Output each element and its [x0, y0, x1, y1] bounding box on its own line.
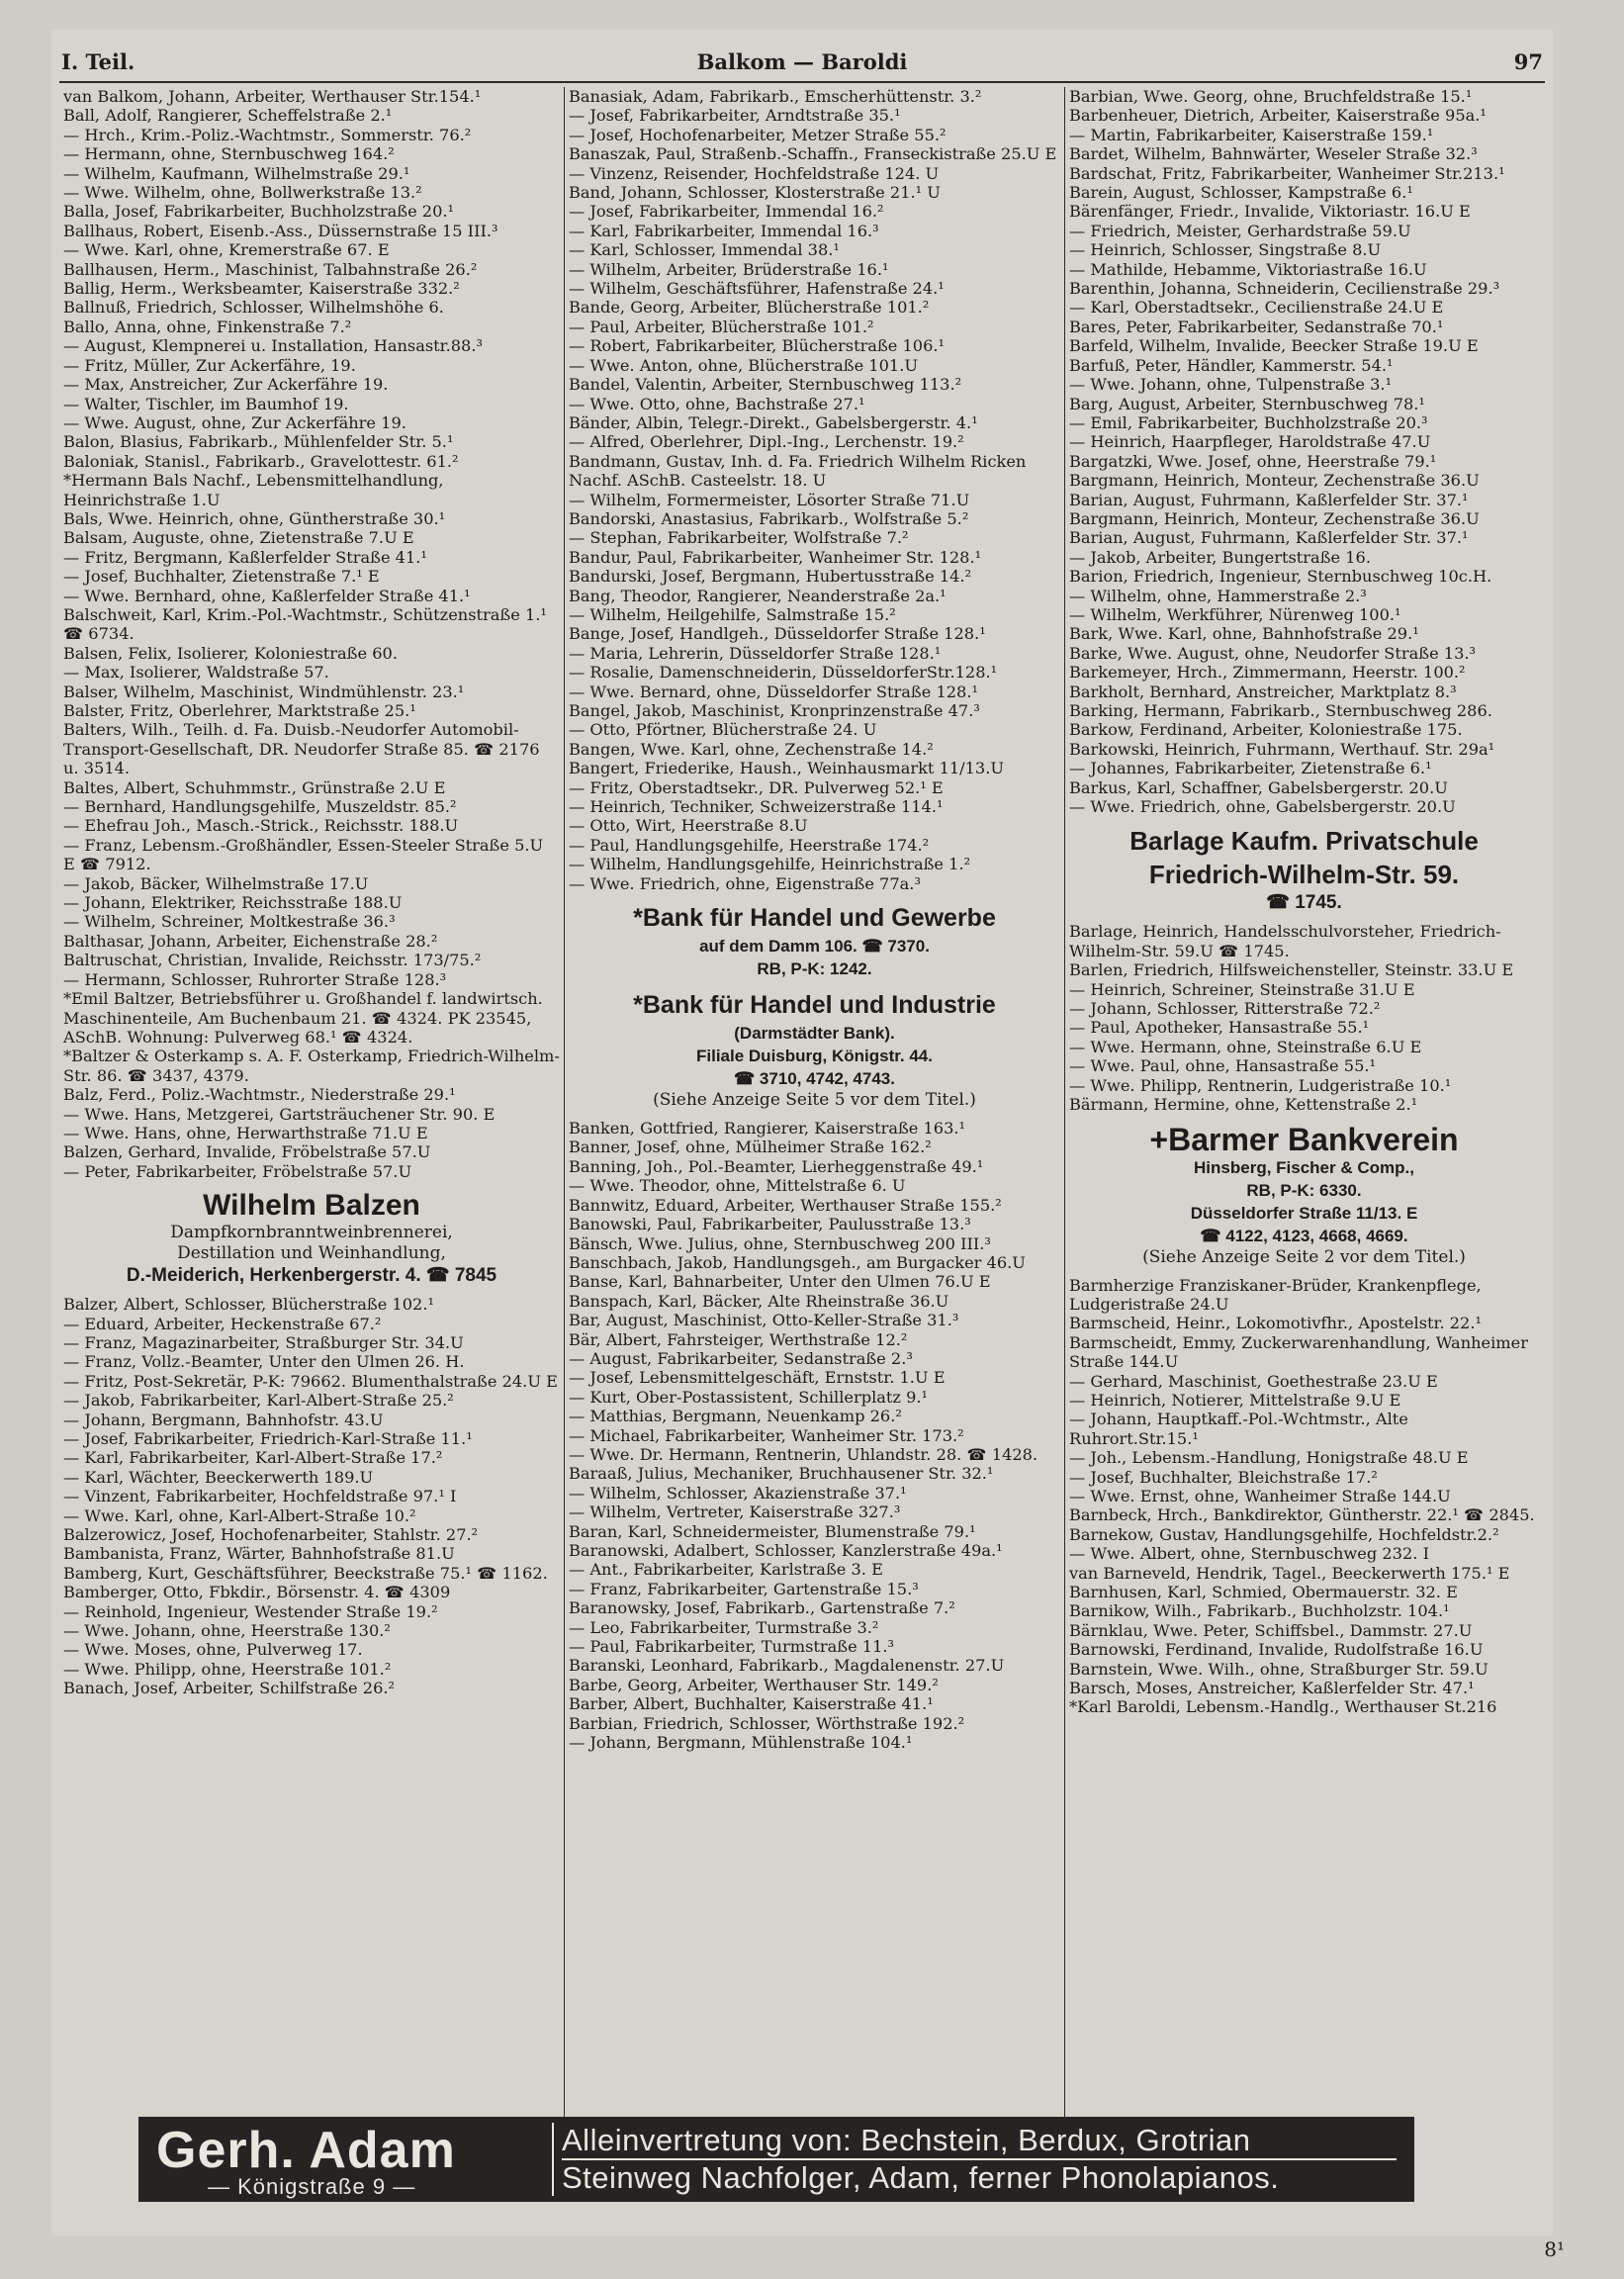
directory-entry: — Hermann, Schlosser, Ruhrorter Straße 128.³ — [63, 969, 447, 989]
ad-title: *Bank für Handel und Gewerbe — [633, 904, 996, 933]
directory-entry: — Leo, Fabrikarbeiter, Turmstraße 3.² — [569, 1617, 879, 1637]
ad-line: (Siehe Anzeige Seite 2 vor dem Titel.) — [1142, 1246, 1466, 1267]
ad-title: *Bank für Handel und Industrie — [633, 991, 996, 1020]
directory-entry: — Peter, Fabrikarbeiter, Fröbelstraße 57.U — [63, 1161, 412, 1181]
directory-entry: Bär, Albert, Fahrsteiger, Werthstraße 12.² — [569, 1329, 908, 1349]
directory-entry: — Wwe. Otto, ohne, Bachstraße 27.¹ — [569, 394, 865, 413]
directory-entry: — Wwe. Karl, ohne, Kremerstraße 67. E — [63, 240, 390, 260]
directory-entry: Barfuß, Peter, Händler, Kammerstr. 54.¹ — [1069, 355, 1394, 375]
directory-entry: — Wilhelm, Arbeiter, Brüderstraße 16.¹ — [569, 259, 889, 279]
directory-entry: — Heinrich, Schlosser, Singstraße 8.U — [1069, 240, 1382, 260]
directory-entry: Baran, Karl, Schneidermeister, Blumenstraße 79.¹ — [569, 1521, 976, 1541]
directory-entry: Barbian, Friedrich, Schlosser, Wörthstraße 192.² — [569, 1713, 965, 1733]
directory-entry: — Wilhelm, Werkführer, Nürenweg 100.¹ — [1069, 604, 1401, 624]
directory-entry: — Johann, Hauptkaff.-Pol.-Wchtmstr., Alte Ruhrort.Str.15.¹ — [1069, 1410, 1408, 1448]
directory-entry: — Mathilde, Hebamme, Viktoriastraße 16.U — [1069, 259, 1427, 279]
directory-entry: — Josef, Fabrikarbeiter, Immendal 16.² — [569, 202, 884, 222]
directory-entry: — Heinrich, Notierer, Mittelstraße 9.U E — [1069, 1390, 1401, 1410]
directory-entry: — Ant., Fabrikarbeiter, Karlstraße 3. E — [569, 1560, 883, 1580]
directory-entry: Barkus, Karl, Schaffner, Gabelsbergerstr. 20.U — [1069, 777, 1448, 797]
directory-entry: — Walter, Tischler, im Baumhof 19. — [63, 394, 349, 413]
directory-entry: Bandmann, Gustav, Inh. d. Fa. Friedrich Wilhelm Ricken Nachf. ASchB. Casteelstr. 18. U — [569, 451, 1027, 491]
directory-entry: Banaszak, Paul, Straßenb.-Schaffn., Franseckistraße 25.U E — [569, 144, 1057, 164]
barmer-bankverein-advert — [1069, 1123, 1539, 1268]
directory-entry: Bar, August, Maschinist, Otto-Keller-Straße 31.³ — [569, 1311, 959, 1330]
directory-entry: Bargmann, Heinrich, Monteur, Zechenstraße 36.U — [1069, 508, 1480, 528]
directory-entry: Baltruschat, Christian, Invalide, Reichsstr. 173/75.² — [63, 951, 482, 970]
directory-entry: Balla, Josef, Fabrikarbeiter, Buchholzstraße 20.¹ — [63, 202, 455, 222]
directory-entry: — Wwe. Philipp, Rentnerin, Ludgeristraße 10.¹ — [1069, 1075, 1452, 1095]
directory-entry: Balster, Fritz, Oberlehrer, Marktstraße 25.¹ — [63, 701, 416, 720]
directory-entry: — Paul, Arbeiter, Blücherstraße 101.² — [569, 317, 874, 336]
directory-entry: Bangen, Wwe. Karl, ohne, Zechenstraße 14.² — [569, 739, 934, 759]
directory-entry: — Vinzenz, Reisender, Hochfeldstraße 124. U — [569, 163, 940, 183]
column-2 — [565, 87, 1065, 2142]
directory-entry: Barfeld, Wilhelm, Invalide, Beecker Straße 19.U E — [1069, 336, 1479, 356]
ad-line: (Siehe Anzeige Seite 5 vor dem Titel.) — [653, 1090, 976, 1111]
directory-entry: — Johann, Schlosser, Ritterstraße 72.² — [1069, 999, 1381, 1019]
directory-entry: Ballig, Herm., Werksbeamter, Kaiserstraße 332.² — [63, 279, 460, 299]
directory-entry: Baranowski, Adalbert, Schlosser, Kanzlerstraße 49a.¹ — [569, 1541, 1003, 1560]
directory-entry: Bangert, Friederike, Haush., Weinhausmarkt 11/13.U — [569, 759, 1005, 778]
directory-entry: Bärmann, Hermine, ohne, Kettenstraße 2.¹ — [1069, 1095, 1418, 1115]
directory-entry: — Wwe. Johann, ohne, Heerstraße 130.² — [63, 1621, 391, 1641]
directory-entry: Barber, Albert, Buchhalter, Kaiserstraße 41.¹ — [569, 1694, 934, 1714]
directory-entry: — Jakob, Fabrikarbeiter, Karl-Albert-Straße 25.² — [63, 1391, 454, 1411]
column-3 — [1065, 87, 1543, 2142]
directory-entry: — Wwe. Hermann, ohne, Steinstraße 6.U E — [1069, 1037, 1422, 1056]
directory-entry: — Max, Isolierer, Waldstraße 57. — [63, 663, 329, 683]
directory-entry: — Wwe. Hans, ohne, Herwarthstraße 71.U E — [63, 1123, 428, 1142]
bank-handel-gewerbe-advert — [569, 901, 1060, 980]
directory-entry: Barkemeyer, Hrch., Zimmermann, Heerstr. 100.² — [1069, 663, 1466, 683]
directory-entry: Barbian, Wwe. Georg, ohne, Bruchfeldstraße 15.¹ — [1069, 87, 1473, 106]
directory-entry: — Wwe. Dr. Hermann, Rentnerin, Uhlandstr. 28. ☎ 1428. — [569, 1444, 1038, 1464]
directory-entry: — Wilhelm, Kaufmann, Wilhelmstraße 29.¹ — [63, 163, 410, 183]
directory-entry: — Wwe. Bernard, ohne, Düsseldorfer Straße 128.¹ — [569, 682, 978, 701]
directory-entry: — Karl, Fabrikarbeiter, Immendal 16.³ — [569, 221, 879, 240]
directory-entry: — Wilhelm, Geschäftsführer, Hafenstraße 24.¹ — [569, 279, 945, 299]
directory-entry: Barein, August, Schlosser, Kampstraße 6.¹ — [1069, 183, 1413, 203]
directory-entry: Band, Johann, Schlosser, Klosterstraße 21.¹ U — [569, 183, 941, 203]
ad-line: auf dem Damm 106. ☎ 7370. — [699, 937, 930, 957]
directory-entry: Barking, Hermann, Fabrikarb., Sternbuschweg 286. — [1069, 701, 1492, 720]
directory-entry: Barbe, Georg, Arbeiter, Werthauser Str. 149.² — [569, 1675, 939, 1694]
directory-entry: — Karl, Fabrikarbeiter, Karl-Albert-Straße 17.² — [63, 1448, 443, 1468]
directory-entry: — Paul, Handlungsgehilfe, Heerstraße 174.² — [569, 835, 930, 855]
directory-entry: Bärnklau, Wwe. Peter, Schiffsbel., Dammstr. 27.U — [1069, 1620, 1473, 1640]
directory-entry: — Franz, Fabrikarbeiter, Gartenstraße 15.³ — [569, 1579, 919, 1598]
directory-entry: Banse, Karl, Bahnarbeiter, Unter den Ulmen 76.U E — [569, 1272, 991, 1292]
directory-entry: — Matthias, Bergmann, Neuenkamp 26.² — [569, 1407, 902, 1426]
directory-entry: — Wwe. Paul, ohne, Hansastraße 55.¹ — [1069, 1056, 1376, 1076]
directory-entry: Bänder, Albin, Telegr.-Direkt., Gabelsbergerstr. 4.¹ — [569, 412, 978, 432]
ad-line: (Darmstädter Bank). — [734, 1024, 895, 1044]
directory-entry: — Karl, Oberstadtsekr., Cecilienstraße 24.U E — [1069, 298, 1444, 318]
directory-entry: Balsen, Felix, Isolierer, Koloniestraße 60. — [63, 643, 398, 663]
directory-entry: — Wwe. Wilhelm, ohne, Bollwerkstraße 13.² — [63, 183, 422, 203]
directory-entry: — Franz, Lebensm.-Großhändler, Essen-Steeler Straße 5.U E ☎ 7912. — [63, 835, 544, 874]
directory-entry: — Gerhard, Maschinist, Goethestraße 23.U E — [1069, 1371, 1438, 1391]
directory-entry: — Heinrich, Haarpfleger, Haroldstraße 47.U — [1069, 432, 1431, 452]
ad-title: Wilhelm Balzen — [203, 1189, 420, 1223]
directory-entry: — Josef, Buchhalter, Zietenstraße 7.¹ E — [63, 567, 380, 587]
directory-entry: — Friedrich, Meister, Gerhardstraße 59.U — [1069, 221, 1411, 240]
directory-entry: Bang, Theodor, Rangierer, Neanderstraße 2a.¹ — [569, 586, 947, 605]
directory-entry: — Wilhelm, Heilgehilfe, Salmstraße 15.² — [569, 604, 896, 624]
banner-line-1: Alleinvertretung von: Bechstein, Berdux, Grotrian — [562, 2123, 1251, 2157]
banner-name: Gerh. Adam — [156, 2122, 456, 2179]
directory-entry: — Fritz, Bergmann, Kaßlerfelder Straße 41.¹ — [63, 547, 427, 567]
directory-entry: Barian, August, Fuhrmann, Kaßlerfelder Str. 37.¹ — [1069, 490, 1469, 509]
directory-entry: Bardschat, Fritz, Fabrikarbeiter, Wanheimer Str.213.¹ — [1069, 163, 1505, 183]
directory-entry: Barnikow, Wilh., Fabrikarb., Buchholzstr. 104.¹ — [1069, 1601, 1450, 1621]
directory-entry: — Hermann, ohne, Sternbuschweg 164.² — [63, 144, 395, 164]
directory-entry: Banasiak, Adam, Fabrikarb., Emscherhüttenstr. 3.² — [569, 87, 982, 106]
directory-entry: — August, Klempnerei u. Installation, Hansastr.88.³ — [63, 336, 483, 356]
directory-entry: — Jakob, Bäcker, Wilhelmstraße 17.U — [63, 873, 369, 893]
directory-entry: — Michael, Fabrikarbeiter, Wanheimer Str. 173.² — [569, 1425, 964, 1445]
directory-entry: Banning, Joh., Pol.-Beamter, Lierheggenstraße 49.¹ — [569, 1156, 984, 1176]
ad-title: Friedrich-Wilhelm-Str. 59. — [1148, 860, 1460, 890]
ad-line: ☎ 4122, 4123, 4668, 4669. — [1200, 1226, 1408, 1245]
ad-line: Destillation und Weinhandlung, — [177, 1243, 446, 1264]
directory-page — [51, 30, 1553, 2235]
directory-entry: Banach, Josef, Arbeiter, Schilfstraße 26.² — [63, 1679, 396, 1698]
footer-mark: 8¹ — [1544, 2237, 1565, 2261]
directory-entry: Bange, Josef, Handlgeh., Düsseldorfer Straße 128.¹ — [569, 624, 986, 644]
directory-entry: — Stephan, Fabrikarbeiter, Wolfstraße 7.² — [569, 528, 909, 548]
directory-entry: Barke, Wwe. August, ohne, Neudorfer Straße 13.³ — [1069, 643, 1477, 663]
directory-entry: — Eduard, Arbeiter, Heckenstraße 67.² — [63, 1314, 382, 1333]
directory-entry: Ballo, Anna, ohne, Finkenstraße 7.² — [63, 317, 352, 336]
directory-entry: — Joh., Lebensm.-Handlung, Honigstraße 48.U E — [1069, 1448, 1469, 1468]
directory-entry: — Wilhelm, Schreiner, Moltkestraße 36.³ — [63, 912, 396, 932]
ad-line: Hinsberg, Fischer & Comp., — [1194, 1157, 1414, 1177]
directory-entry: — Josef, Hochofenarbeiter, Metzer Straße 55.² — [569, 125, 947, 144]
ad-line: Düsseldorfer Straße 11/13. E — [1190, 1203, 1418, 1223]
directory-entry: Bandur, Paul, Fabrikarbeiter, Wanheimer Str. 128.¹ — [569, 547, 982, 567]
directory-entry: Banspach, Karl, Bäcker, Alte Rheinstraße 36.U — [569, 1291, 949, 1311]
directory-entry: Barnbeck, Hrch., Bankdirektor, Güntherstr. 22.¹ ☎ 2845. — [1069, 1505, 1535, 1525]
directory-entry: — Wwe. Moses, ohne, Pulverweg 17. — [63, 1640, 363, 1660]
directory-entry: Barbenheuer, Dietrich, Arbeiter, Kaiserstraße 95a.¹ — [1069, 106, 1487, 126]
directory-entry: — Wwe. Karl, ohne, Karl-Albert-Straße 10.² — [63, 1505, 416, 1525]
directory-entry: — Wwe. Bernhard, ohne, Kaßlerfelder Straße 41.¹ — [63, 586, 471, 605]
directory-entry: Balzer, Albert, Schlosser, Blücherstraße 102.¹ — [63, 1295, 434, 1315]
directory-entry: — Heinrich, Techniker, Schweizerstraße 114.¹ — [569, 797, 944, 817]
page-number: 97 — [1513, 49, 1543, 74]
column-1 — [59, 87, 565, 2142]
directory-entry: Barnowski, Ferdinand, Invalide, Rudolfstraße 16.U — [1069, 1640, 1484, 1660]
ad-line: ☎ 3710, 4742, 4743. — [734, 1069, 895, 1089]
directory-entry: Barkow, Ferdinand, Arbeiter, Koloniestraße 175. — [1069, 720, 1463, 740]
directory-entry: Ballnuß, Friedrich, Schlosser, Wilhelmshöhe 6. — [63, 298, 444, 318]
ad-title: +Barmer Bankverein — [1149, 1121, 1459, 1157]
directory-entry: Barg, August, Arbeiter, Sternbuschweg 78.¹ — [1069, 394, 1425, 413]
directory-entry: — Karl, Schlosser, Immendal 38.¹ — [569, 240, 840, 260]
directory-entry: van Balkom, Johann, Arbeiter, Werthauser Str.154.¹ — [63, 87, 482, 106]
directory-entry: Barkholt, Bernhard, Anstreicher, Marktplatz 8.³ — [1069, 682, 1457, 701]
directory-entry: — Wwe. Albert, ohne, Sternbuschweg 232. I — [1069, 1544, 1429, 1564]
directory-entry: Barnekow, Gustav, Handlungsgehilfe, Hochfeldstr.2.² — [1069, 1524, 1499, 1544]
directory-entry: — Robert, Fabrikarbeiter, Blücherstraße 106.¹ — [569, 336, 946, 356]
directory-entry: — Wilhelm, Formermeister, Lösorter Straße 71.U — [569, 490, 970, 509]
directory-entry: — Josef, Lebensmittelgeschäft, Ernststr. 1.U E — [569, 1368, 946, 1388]
directory-entry: — Johannes, Fabrikarbeiter, Zietenstraße 6.¹ — [1069, 759, 1432, 778]
directory-entry: Barenthin, Johanna, Schneiderin, Cecilienstraße 29.³ — [1069, 279, 1500, 299]
gerh-adam-banner — [138, 2117, 1414, 2202]
directory-entry: — Fritz, Post-Sekretär, P-K: 79662. Blumenthalstraße 24.U E — [63, 1371, 558, 1391]
directory-entry: — Wwe. Philipp, ohne, Heerstraße 101.² — [63, 1659, 392, 1679]
directory-entry: Bandorski, Anastasius, Fabrikarb., Wolfstraße 5.² — [569, 508, 969, 528]
header-part: I. Teil. — [61, 49, 135, 74]
directory-entry: Balzen, Gerhard, Invalide, Fröbelstraße 57.U — [63, 1142, 431, 1162]
header-range: Balkom — Baroldi — [696, 49, 908, 74]
directory-entry: — Hrch., Krim.-Poliz.-Wachtmstr., Sommerstr. 76.² — [63, 125, 472, 144]
header-rule — [59, 81, 1545, 83]
directory-entry: — Vinzent, Fabrikarbeiter, Hochfeldstraße 97.¹ I — [63, 1487, 457, 1506]
directory-entry: — Johann, Bergmann, Mühlenstraße 104.¹ — [569, 1733, 913, 1753]
ad-line: RB, P-K: 1242. — [757, 959, 872, 979]
directory-entry: — Jakob, Arbeiter, Bungertstraße 16. — [1069, 547, 1371, 567]
directory-entry: — Ehefrau Joh., Masch.-Strick., Reichsstr. 188.U — [63, 816, 459, 836]
directory-entry: Bals, Wwe. Heinrich, ohne, Güntherstraße 30.¹ — [63, 508, 446, 528]
directory-entry: Banschbach, Jakob, Handlungsgeh., am Burgacker 46.U — [569, 1252, 1026, 1272]
directory-entry: Bandel, Valentin, Arbeiter, Sternbuschweg 113.² — [569, 375, 962, 395]
directory-entry: van Barneveld, Hendrik, Tagel., Beeckerwerth 175.¹ E — [1069, 1563, 1510, 1583]
directory-entry: — Wilhelm, Handlungsgehilfe, Heinrichstraße 1.² — [569, 855, 971, 874]
directory-entry: Ballhausen, Herm., Maschinist, Talbahnstraße 26.² — [63, 259, 478, 279]
directory-entry: — Franz, Magazinarbeiter, Straßburger Str. 34.U — [63, 1332, 464, 1352]
directory-entry: Barion, Friedrich, Ingenieur, Sternbuschweg 10c.H. — [1069, 567, 1492, 587]
directory-entry: — Heinrich, Schreiner, Steinstraße 31.U E — [1069, 979, 1415, 999]
directory-entry: Barmscheidt, Emmy, Zuckerwarenhandlung, Wanheimer Straße 144.U — [1069, 1332, 1528, 1372]
directory-entry: — Wwe. Hans, Metzgerei, Gartsträuchener Str. 90. E — [63, 1104, 496, 1124]
banner-divider — [552, 2123, 554, 2196]
directory-entry: Barmscheid, Heinr., Lokomotivfhr., Apostelstr. 22.¹ — [1069, 1314, 1482, 1333]
directory-entry: Bamberg, Kurt, Geschäftsführer, Beeckstraße 75.¹ ☎ 1162. — [63, 1563, 548, 1583]
directory-entry: — Otto, Pförtner, Blücherstraße 24. U — [569, 720, 877, 740]
directory-entry: — Kurt, Ober-Postassistent, Schillerplatz 9.¹ — [569, 1387, 929, 1407]
directory-entry: — Reinhold, Ingenieur, Westender Straße 19.² — [63, 1601, 438, 1621]
directory-entry: Balschweit, Karl, Krim.-Pol.-Wachtmstr., Schützenstraße 1.¹ ☎ 6734. — [63, 604, 547, 644]
directory-entry: Barlen, Friedrich, Hilfsweichensteller, Steinstr. 33.U E — [1069, 960, 1514, 980]
directory-entry: — Alfred, Oberlehrer, Dipl.-Ing., Lerchenstr. 19.² — [569, 432, 964, 452]
directory-entry: Barlage, Heinrich, Handelsschulvorsteher, Friedrich-Wilhelm-Str. 59.U ☎ 1745. — [1069, 922, 1501, 960]
directory-entry: Bares, Peter, Fabrikarbeiter, Sedanstraße 70.¹ — [1069, 317, 1444, 336]
directory-entry: *Baltzer & Osterkamp s. A. F. Osterkamp, Friedrich-Wilhelm-Str. 86. ☎ 3437, 4379. — [63, 1047, 560, 1085]
directory-entry: Balon, Blasius, Fabrikarb., Mühlenfelder Str. 5.¹ — [63, 432, 454, 452]
directory-entry: — Josef, Buchhalter, Bleichstraße 17.² — [1069, 1467, 1378, 1487]
directory-entry: — Franz, Vollz.-Beamter, Unter den Ulmen 26. H. — [63, 1352, 465, 1372]
directory-entry: — Wwe. Johann, ohne, Tulpenstraße 3.¹ — [1069, 375, 1393, 395]
directory-entry: — Otto, Wirt, Heerstraße 8.U — [569, 816, 808, 836]
directory-entry: Banken, Gottfried, Rangierer, Kaiserstraße 163.¹ — [569, 1119, 966, 1139]
directory-entry: — Wilhelm, Vertreter, Kaiserstraße 327.³ — [569, 1503, 901, 1522]
ad-line: Filiale Duisburg, Königstr. 44. — [696, 1047, 933, 1066]
directory-entry: *Karl Baroldi, Lebensm.-Handlg., Werthauser St.216 — [1069, 1697, 1497, 1717]
directory-entry: — Josef, Fabrikarbeiter, Friedrich-Karl-Straße 11.¹ — [63, 1429, 473, 1448]
directory-entry: Bamberger, Otto, Fbkdir., Börsenstr. 4. ☎ 4309 — [63, 1583, 451, 1602]
directory-entry: Bannwitz, Eduard, Arbeiter, Werthauser Straße 155.² — [569, 1195, 1002, 1215]
directory-entry: *Hermann Bals Nachf., Lebensmittelhandlung, Heinrichstraße 1.U — [63, 471, 444, 509]
directory-entry: — Wwe. Anton, ohne, Blücherstraße 101.U — [569, 355, 918, 375]
directory-entry: Balser, Wilhelm, Maschinist, Windmühlenstr. 23.¹ — [63, 682, 465, 701]
directory-entry: — Wwe. Friedrich, ohne, Eigenstraße 77a.³ — [569, 873, 921, 893]
directory-entry: — Bernhard, Handlungsgehilfe, Muszeldstr. 85.² — [63, 797, 457, 817]
directory-entry: — August, Fabrikarbeiter, Sedanstraße 2.³ — [569, 1348, 913, 1368]
directory-entry: — Josef, Fabrikarbeiter, Arndtstraße 35.¹ — [569, 106, 901, 126]
directory-entry: — Paul, Apotheker, Hansastraße 55.¹ — [1069, 1018, 1370, 1038]
directory-entry: Balz, Ferd., Poliz.-Wachtmstr., Niederstraße 29.¹ — [63, 1085, 456, 1105]
directory-entry: Balthasar, Johann, Arbeiter, Eichenstraße 28.² — [63, 931, 438, 951]
ad-line: Dampfkornbranntweinbrennerei, — [170, 1223, 453, 1243]
directory-entry: Bargmann, Heinrich, Monteur, Zechenstraße 36.U — [1069, 471, 1480, 491]
directory-entry: Balzerowicz, Josef, Hochofenarbeiter, Stahlstr. 27.² — [63, 1525, 479, 1545]
directory-entry: — Emil, Fabrikarbeiter, Buchholzstraße 20.³ — [1069, 412, 1428, 432]
directory-entry: Bargatzki, Wwe. Josef, ohne, Heerstraße 79.¹ — [1069, 451, 1437, 471]
directory-entry: — Karl, Wächter, Beeckerwerth 189.U — [63, 1467, 374, 1487]
directory-entry: Bärenfänger, Friedr., Invalide, Viktoriastr. 16.U E — [1069, 202, 1471, 222]
directory-entry: Bande, Georg, Arbeiter, Blücherstraße 101.² — [569, 298, 930, 318]
directory-entry: Balters, Wilh., Teilh. d. Fa. Duisb.-Neudorfer Automobil-Transport-Gesellschaft, DR. Neudorfer Straße 85. ☎ 2176 u. 3514. — [63, 720, 540, 778]
directory-entry: Bardet, Wilhelm, Bahnwärter, Weseler Straße 32.³ — [1069, 144, 1478, 164]
directory-entry: Bangel, Jakob, Maschinist, Kronprinzenstraße 47.³ — [569, 701, 980, 720]
directory-entry: — Fritz, Oberstadtsekr., DR. Pulverweg 52.¹ E — [569, 777, 944, 797]
directory-entry: Ballhaus, Robert, Eisenb.-Ass., Düssernstraße 15 III.³ — [63, 221, 498, 240]
directory-entry: — Wwe. Friedrich, ohne, Gabelsbergerstr. 20.U — [1069, 797, 1456, 817]
directory-entry: Baltes, Albert, Schuhmmstr., Grünstraße 2.U E — [63, 777, 446, 797]
directory-entry: *Emil Baltzer, Betriebsführer u. Großhandel f. landwirtsch. Maschinenteile, Am Buchenbaum 21. ☎ 4324. PK 23545, ASchB. Wohnung: Pulverweg 68.¹ ☎ 4324. — [63, 989, 543, 1047]
directory-entry: Barkowski, Heinrich, Fuhrmann, Werthauf. Str. 29a¹ — [1069, 739, 1495, 759]
ad-title: Barlage Kaufm. Privatschule — [1129, 826, 1479, 857]
directory-entry: Ball, Adolf, Rangierer, Scheffelstraße 2.¹ — [63, 106, 393, 126]
directory-entry: — Martin, Fabrikarbeiter, Kaiserstraße 159.¹ — [1069, 125, 1434, 144]
directory-entry: — Johann, Elektriker, Reichsstraße 188.U — [63, 893, 403, 913]
barlage-advert — [1069, 824, 1539, 914]
directory-entry: Baranowsky, Josef, Fabrikarb., Gartenstraße 7.² — [569, 1598, 955, 1618]
directory-entry: — Wwe. August, ohne, Zur Ackerfähre 19. — [63, 412, 406, 432]
directory-entry: Bänsch, Wwe. Julius, ohne, Sternbuschweg 200 III.³ — [569, 1233, 991, 1253]
balzen-advert — [63, 1189, 560, 1287]
directory-entry: — Paul, Fabrikarbeiter, Turmstraße 11.³ — [569, 1637, 895, 1657]
directory-entry: Baranski, Leonhard, Fabrikarb., Magdalenenstr. 27.U — [569, 1656, 1005, 1676]
directory-entry: — Wwe. Ernst, ohne, Wanheimer Straße 144.U — [1069, 1486, 1451, 1505]
banner-street: — Königstraße 9 — — [208, 2174, 416, 2199]
directory-entry: Baloniak, Stanisl., Fabrikarb., Gravelottestr. 61.² — [63, 451, 459, 471]
directory-entry: — Fritz, Müller, Zur Ackerfähre, 19. — [63, 355, 356, 375]
directory-entry: Banowski, Paul, Fabrikarbeiter, Paulusstraße 13.³ — [569, 1215, 971, 1234]
directory-entry: Bambanista, Franz, Wärter, Bahnhofstraße 81.U — [63, 1544, 455, 1564]
directory-entry: — Wwe. Theodor, ohne, Mittelstraße 6. U — [569, 1176, 906, 1196]
directory-entry: Barian, August, Fuhrmann, Kaßlerfelder Str. 37.¹ — [1069, 528, 1469, 548]
directory-entry: Banner, Josef, ohne, Mülheimer Straße 162.² — [569, 1138, 932, 1157]
directory-entry: — Rosalie, Damenschneiderin, DüsseldorferStr.128.¹ — [569, 663, 998, 683]
banner-line-2: Steinweg Nachfolger, Adam, ferner Phonolapianos. — [562, 2160, 1280, 2195]
directory-entry: Barnstein, Wwe. Wilh., ohne, Straßburger Str. 59.U — [1069, 1659, 1489, 1679]
directory-entry: — Wilhelm, ohne, Hammerstraße 2.³ — [1069, 586, 1367, 605]
directory-entry: Barnhusen, Karl, Schmied, Obermauerstr. 32. E — [1069, 1583, 1458, 1601]
directory-entry: Baraaß, Julius, Mechaniker, Bruchhausener Str. 32.¹ — [569, 1464, 994, 1484]
bank-handel-industrie-advert — [569, 988, 1060, 1111]
directory-entry: Barsch, Moses, Anstreicher, Kaßlerfelder Str. 47.¹ — [1069, 1679, 1475, 1698]
directory-entry: Bandurski, Josef, Bergmann, Hubertusstraße 14.² — [569, 567, 972, 587]
directory-entry: Bark, Wwe. Karl, ohne, Bahnhofstraße 29.¹ — [1069, 624, 1419, 644]
directory-entry: — Wilhelm, Schlosser, Akazienstraße 37.¹ — [569, 1483, 907, 1503]
directory-entry: — Johann, Bergmann, Bahnhofstr. 43.U — [63, 1410, 384, 1429]
directory-entry: — Maria, Lehrerin, Düsseldorfer Straße 128.¹ — [569, 643, 942, 663]
ad-line: ☎ 1745. — [1266, 892, 1342, 914]
directory-entry: — Max, Anstreicher, Zur Ackerfähre 19. — [63, 375, 389, 395]
ad-address: D.-Meiderich, Herkenbergerstr. 4. ☎ 7845 — [126, 1265, 497, 1287]
directory-entry: Barmherzige Franziskaner-Brüder, Krankenpflege, Ludgeristraße 24.U — [1069, 1275, 1482, 1314]
ad-line: RB, P-K: 6330. — [1246, 1180, 1362, 1200]
columns — [59, 87, 1545, 2142]
directory-entry: Balsam, Auguste, ohne, Zietenstraße 7.U E — [63, 528, 414, 548]
page-header — [61, 49, 1543, 89]
